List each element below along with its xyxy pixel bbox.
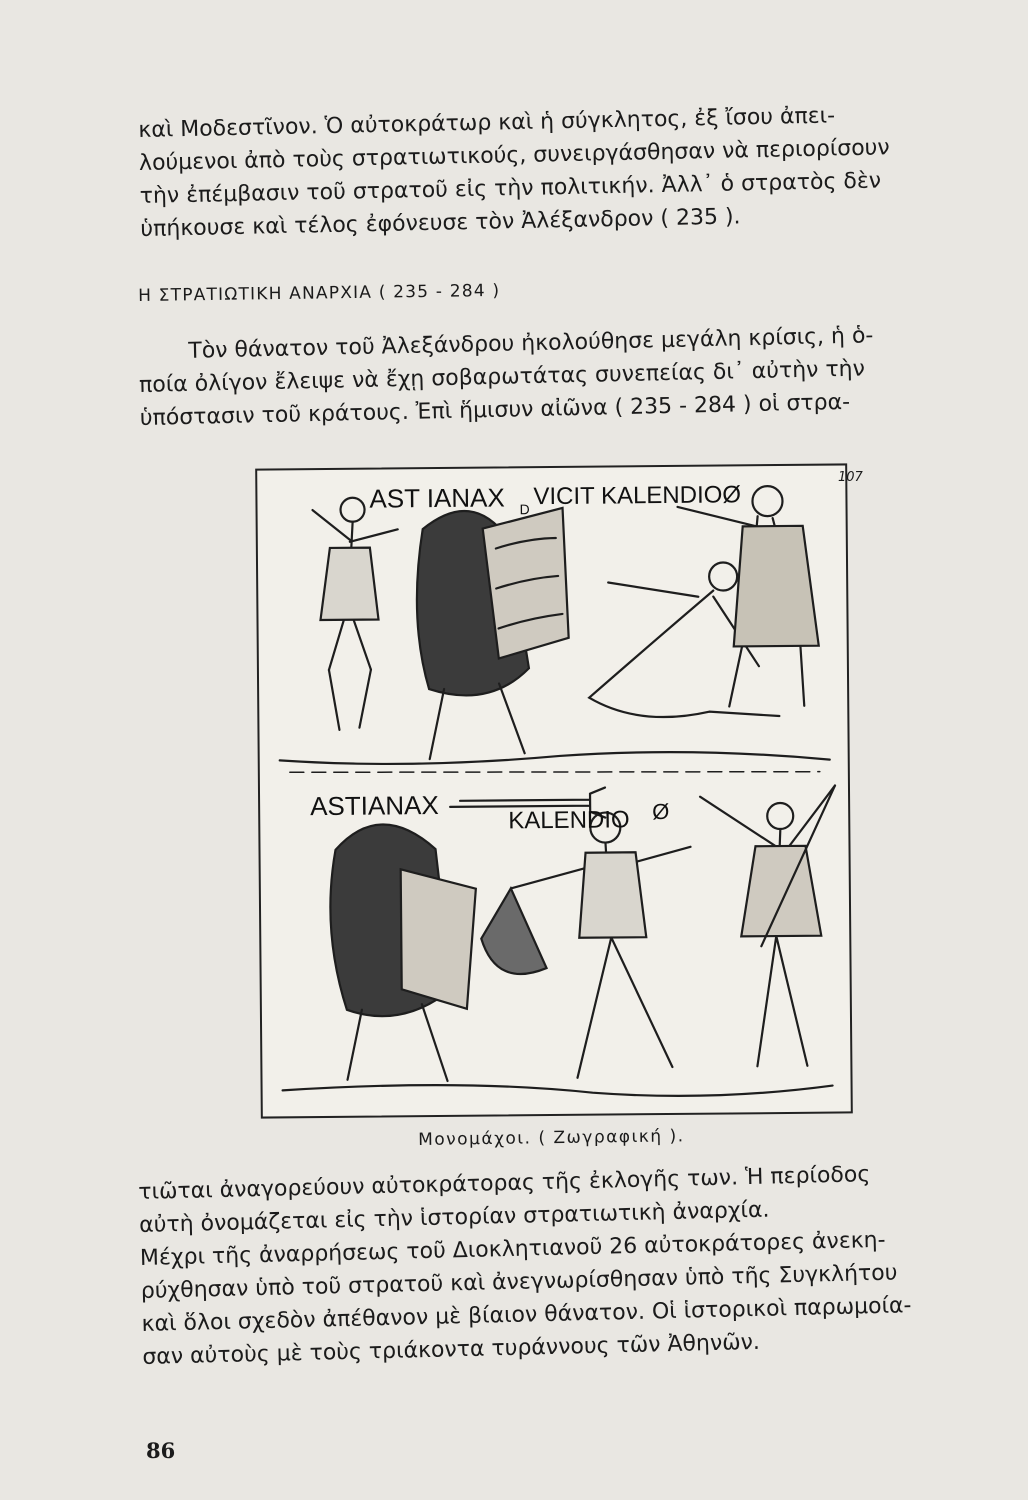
attendant-figure-lower [700, 786, 837, 1067]
gladiator-mosaic-figure [255, 463, 853, 1118]
top-label-left: AST IANAX [369, 482, 505, 514]
upper-ground-line [280, 751, 830, 765]
text-line: ὑπήκουσε καὶ τέλος ἐφόνευσε τὸν Ἀλέξανδρον ( 235 ). [140, 204, 741, 242]
text-line: ρύχθησαν ὑπὸ τοῦ στρατοῦ καὶ ἀνεγνωρίσθησαν ὑπὸ τῆς Συγκλήτου [140, 1260, 898, 1304]
text-line: αὐτὴ ὀνομάζεται εἰς τὴν ἱστορίαν στρατιωτικὴ ἀναρχία. [138, 1197, 770, 1238]
bottom-label-right: KALENDIO [508, 806, 630, 835]
page-number: 86 [146, 1438, 176, 1463]
text-line: λούμενοι ἀπὸ τοὺς στρατιωτικούς, συνειργάσθησαν νὰ περιορίσουν [138, 135, 890, 176]
paragraph-3 [138, 1155, 1003, 1374]
section-heading: Η ΣΤΡΑΤΙΩΤΙΚΗ ΑΝΑΡΧΙΑ ( 235 - 284 ) [138, 280, 501, 306]
text-line: Τὸν θάνατον τοῦ Ἀλεξάνδρου ἠκολούθησε μεγάλη κρίσις, ἡ ὁ- [188, 323, 874, 364]
text-line: καὶ Μοδεστῖνον. Ὁ αὐτοκράτωρ καὶ ἡ σύγκλητος, ἐξ ἴσου ἀπει- [138, 103, 836, 143]
text-line: Μέχρι τῆς ἀναρρήσεως τοῦ Διοκλητιανοῦ 26 αὐτοκράτορες ἀνεκη- [139, 1227, 886, 1271]
bottom-label-left: ASTIANAX [309, 790, 439, 822]
lower-ground-line [283, 1082, 833, 1100]
hooded-gladiator-upper [416, 508, 570, 759]
text-line: τὴν ἐπέμβασιν τοῦ στρατοῦ εἰς τὴν πολιτικήν. Ἀλλ᾿ ὁ στρατὸς δὲν [139, 168, 882, 209]
text-line: καὶ ὅλοι σχεδὸν ἀπέθανον μὲ βίαιον θάνατον. Οἱ ἱστορικοὶ παρωμοία- [141, 1293, 912, 1337]
mosaic-illustration [257, 465, 851, 1116]
text-line: σαν αὐτοὺς μὲ τοὺς τριάκοντα τυράννους τῶν Ἀθηνῶν. [142, 1329, 761, 1370]
text-line: τιῶται ἀναγορεύουν αὐτοκράτορας τῆς ἐκλογῆς των. Ἡ περίοδος [138, 1162, 871, 1205]
top-label-right: VICIT KALENDIOØ [533, 481, 742, 511]
paragraph-2 [138, 316, 1000, 434]
hooded-gladiator-lower [330, 824, 478, 1082]
figure-page-mark: 107 [838, 470, 863, 485]
top-label-small: D [519, 501, 530, 518]
text-line: ὑπόστασιν τοῦ κράτους. Ἐπὶ ἥμισυν αἰῶνα ( 235 - 284 ) οἱ στρα- [139, 389, 851, 431]
paragraph-1 [138, 96, 1001, 246]
text-line: ποία ὀλίγον ἔλειψε νὰ ἔχῃ σοβαρωτάτας συνεπείας δι᾿ αὐτὴν τὴν [138, 356, 866, 398]
bottom-label-symbol: Ø [652, 798, 670, 825]
retiarius-gladiator [480, 812, 692, 1079]
figure-caption: Μονομάχοι. ( Ζωγραφική ). [418, 1126, 685, 1150]
attendant-figure-left [312, 497, 399, 730]
